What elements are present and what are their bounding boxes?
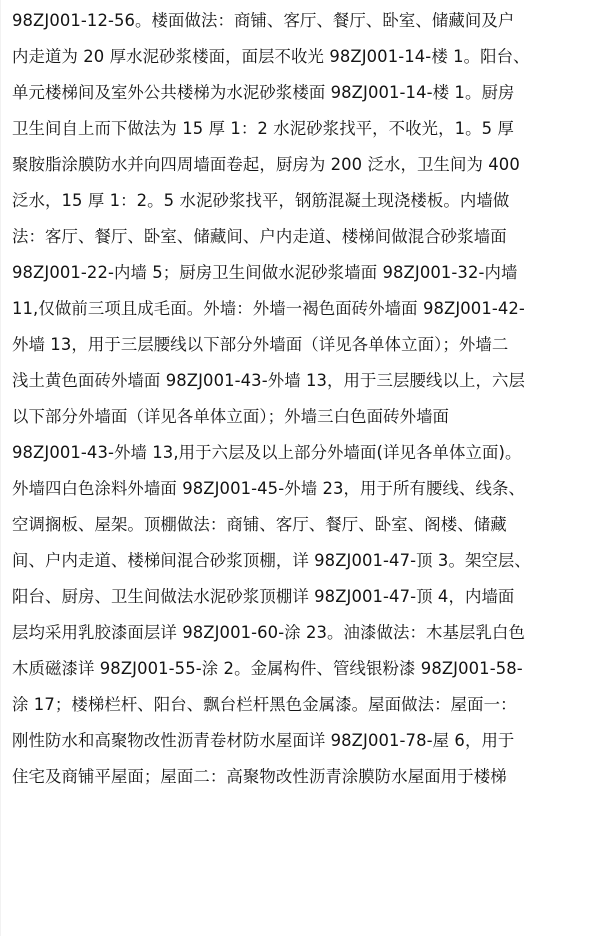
text-line: 空调搁板、屋架。顶棚做法：商铺、客厅、餐厅、卧室、阁楼、储藏 xyxy=(12,515,507,534)
text-line: 泛水，15 厚 1：2。5 水泥砂浆找平，钢筋混凝土现浇楼板。内墙做 xyxy=(12,191,510,210)
text-line: 内走道为 20 厚水泥砂浆楼面，面层不收光 98ZJ001-14-楼 1。阳台、 xyxy=(12,47,530,66)
text-line: 层均采用乳胶漆面层详 98ZJ001-60-涂 23。油漆做法：木基层乳白色 xyxy=(12,623,525,642)
text-line: 98ZJ001-43-外墙 13,用于六层及以上部分外墙面(详见各单体立面)。 xyxy=(12,443,522,462)
text-line: 以下部分外墙面（详见各单体立面）；外墙三白色面砖外墙面 xyxy=(12,407,450,426)
text-line: 住宅及商铺平屋面；屋面二：高聚物改性沥青涂膜防水屋面用于楼梯 xyxy=(12,767,507,786)
text-line: 间、户内走道、楼梯间混合砂浆顶棚，详 98ZJ001-47-顶 3。架空层、 xyxy=(12,551,531,570)
text-line: 单元楼梯间及室外公共楼梯为水泥砂浆楼面 98ZJ001-14-楼 1。厨房 xyxy=(12,83,515,102)
text-line: 刚性防水和高聚物改性沥青卷材防水屋面详 98ZJ001-78-屋 6，用于 xyxy=(12,731,515,750)
text-line: 外墙 13，用于三层腰线以下部分外墙面（详见各单体立面）；外墙二 xyxy=(12,335,509,354)
text-line: 98ZJ001-22-内墙 5；厨房卫生间做水泥砂浆墙面 98ZJ001-32-内墙 xyxy=(12,263,518,282)
text-line: 聚胺脂涂膜防水并向四周墙面卷起，厨房为 200 泛水，卫生间为 400 xyxy=(12,155,520,174)
text-line: 法：客厅、餐厅、卧室、储藏间、户内走道、楼梯间做混合砂浆墙面 xyxy=(12,227,507,246)
text-line: 浅土黄色面砖外墙面 98ZJ001-43-外墙 13，用于三层腰线以上，六层 xyxy=(12,371,525,390)
text-line: 木质磁漆详 98ZJ001-55-涂 2。金属构件、管线银粉漆 98ZJ001-58- xyxy=(12,659,523,678)
text-line: 卫生间自上而下做法为 15 厚 1：2 水泥砂浆找平，不收光，1。5 厚 xyxy=(12,119,514,138)
text-line: 阳台、厨房、卫生间做法水泥砂浆顶棚详 98ZJ001-47-顶 4，内墙面 xyxy=(12,587,515,606)
text-line: 外墙四白色涂料外墙面 98ZJ001-45-外墙 23，用于所有腰线、线条、 xyxy=(12,479,525,498)
text-line: 涂 17；楼梯栏杆、阳台、飘台栏杆黑色金属漆。屋面做法：屋面一： xyxy=(12,695,517,714)
text-line: 98ZJ001-12-56。楼面做法：商铺、客厅、餐厅、卧室、储藏间及户 xyxy=(12,11,515,30)
text-line: 11,仅做前三项且成毛面。外墙：外墙一褐色面砖外墙面 98ZJ001-42- xyxy=(12,299,525,318)
